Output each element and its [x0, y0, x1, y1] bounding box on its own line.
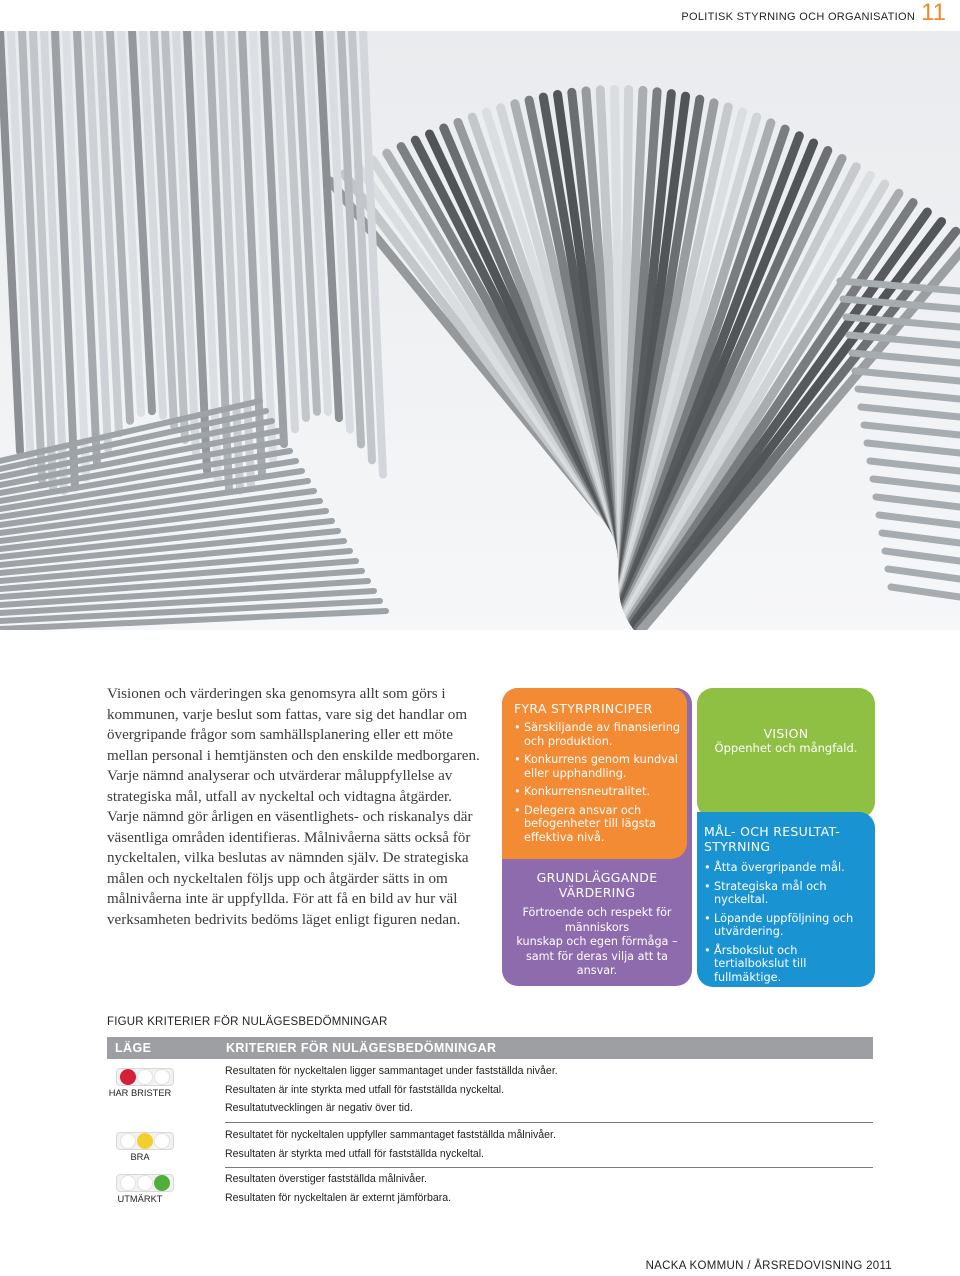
criteria-item: Resultaten för nyckeltalen är externt jämförbara. — [225, 1191, 452, 1204]
lamp-yellow — [137, 1133, 153, 1149]
principles-box — [502, 688, 687, 859]
lamp-red — [120, 1069, 136, 1085]
steering-list — [704, 861, 864, 984]
row-divider — [225, 1167, 873, 1168]
lamp-off — [120, 1175, 136, 1191]
architecture-photo — [0, 31, 960, 630]
criteria-item: Resultaten för nyckeltalen ligger sammantaget under fastställda nivåer. — [225, 1065, 558, 1077]
lamp-off — [154, 1069, 170, 1085]
criteria-list — [225, 1126, 556, 1163]
principle-item: • Delegera ansvar och befogenheter till lägsta effektiva nivå. — [514, 804, 682, 845]
lamp-green — [154, 1175, 170, 1191]
page-number: 11 — [921, 0, 946, 26]
lamp-off — [120, 1133, 136, 1149]
criteria-list — [225, 1170, 451, 1207]
body-paragraph: Visionen och värderingen ska genomsyra allt som görs i kommunen, varje beslut som fattas, vare sig det handlar om övergripande frågor som samhällsplanering eller ett möte mellan personal i hemtjänsten och den enskilde medborgaren. Varje nämnd analyserar och utvärderar måluppfyllelse av strategiska mål, utfall av nyckeltal och vidtagna åtgärder. Varje nämnd gör årligen en väsentlighets- och riskanalys där väsentliga områden identifieras. Målnivåerna sätts också för nyckeltalen, vilka beslutas av nämnden själv. De strategiska målen och nyckeltalen följs upp och åtgärder sätts in om målnivåerna inte är uppfyllda. För att få en bild av hur väl verksamheten bedrivits bedöms läget enligt figuren nedan. — [107, 686, 480, 928]
principles-title: FYRA STYRPRINCIPER — [514, 701, 653, 716]
principle-item: • Konkurrens genom kundval eller upphandling. — [514, 753, 682, 780]
steering-item: • Åtta övergripande mål. — [704, 861, 864, 875]
traffic-light-icon — [116, 1068, 174, 1086]
steering-box — [697, 812, 875, 987]
criteria-list — [225, 1062, 558, 1118]
page-footer: NACKA KOMMUN / ÅRSREDOVISNING 2011 — [645, 1260, 892, 1272]
vision-title: VISION — [763, 726, 809, 741]
column-status: LÄGE — [115, 1041, 152, 1055]
figure-caption-title: KRITERIER FÖR NULÄGESBEDÖMNINGAR — [147, 1016, 388, 1028]
values-line-1: Förtroende och respekt för — [522, 906, 672, 919]
traffic-light-icon — [116, 1174, 174, 1192]
criteria-item: Resultaten överstiger fastställda målnivåer. — [225, 1173, 427, 1185]
principle-item: • Konkurrensneutralitet. — [514, 785, 682, 799]
section-title: POLITISK STYRNING OCH ORGANISATION — [681, 11, 916, 23]
steering-item: • Strategiska mål och nyckeltal. — [704, 880, 864, 907]
principles-list — [514, 721, 682, 844]
criteria-item: Resultaten är inte styrkta med utfall för fastställda nyckeltal. — [225, 1083, 505, 1096]
values-line-4: samt för deras vilja att ta ansvar. — [525, 949, 669, 977]
figure-caption-prefix: FIGUR — [107, 1016, 144, 1028]
lamp-off — [137, 1175, 153, 1191]
vision-box — [697, 688, 875, 818]
lamp-off — [154, 1133, 170, 1149]
status-label: BRA — [130, 1152, 150, 1162]
steering-title: MÅL- OCH RESULTAT-STYRNING — [704, 824, 841, 854]
vision-text: Öppenhet och mångfald. — [714, 741, 858, 755]
criteria-item: Resultatet för nyckeltalen uppfyller sammantaget fastställda målnivåer. — [225, 1129, 556, 1141]
row-divider — [225, 1122, 873, 1123]
steel-tubes-image — [0, 31, 960, 630]
steering-item: • Löpande uppföljning och utvärdering. — [704, 912, 864, 939]
values-line-2: människors — [564, 920, 630, 934]
values-title: GRUNDLÄGGANDE VÄRDERING — [536, 870, 658, 900]
criteria-table-header — [107, 1037, 873, 1059]
page-header — [681, 2, 946, 24]
status-label: HAR BRISTER — [108, 1088, 172, 1098]
figure-caption — [107, 1016, 387, 1028]
lamp-off — [137, 1069, 153, 1085]
criteria-item: Resultaten är styrkta med utfall för fastställda nyckeltal. — [225, 1147, 485, 1160]
principle-item: • Särskiljande av finansiering och produktion. — [514, 721, 682, 748]
traffic-light-icon — [116, 1132, 174, 1150]
values-line-3: kunskap och egen förmåga – — [516, 935, 678, 948]
criteria-item: Resultatutvecklingen är negativ över tid. — [225, 1102, 413, 1114]
column-criteria: KRITERIER FÖR NULÄGESBEDÖMNINGAR — [226, 1041, 497, 1055]
steering-item: • Årsbokslut och tertialbokslut till fullmäktige. — [704, 944, 864, 985]
status-label: UTMÄRKT — [117, 1194, 163, 1204]
